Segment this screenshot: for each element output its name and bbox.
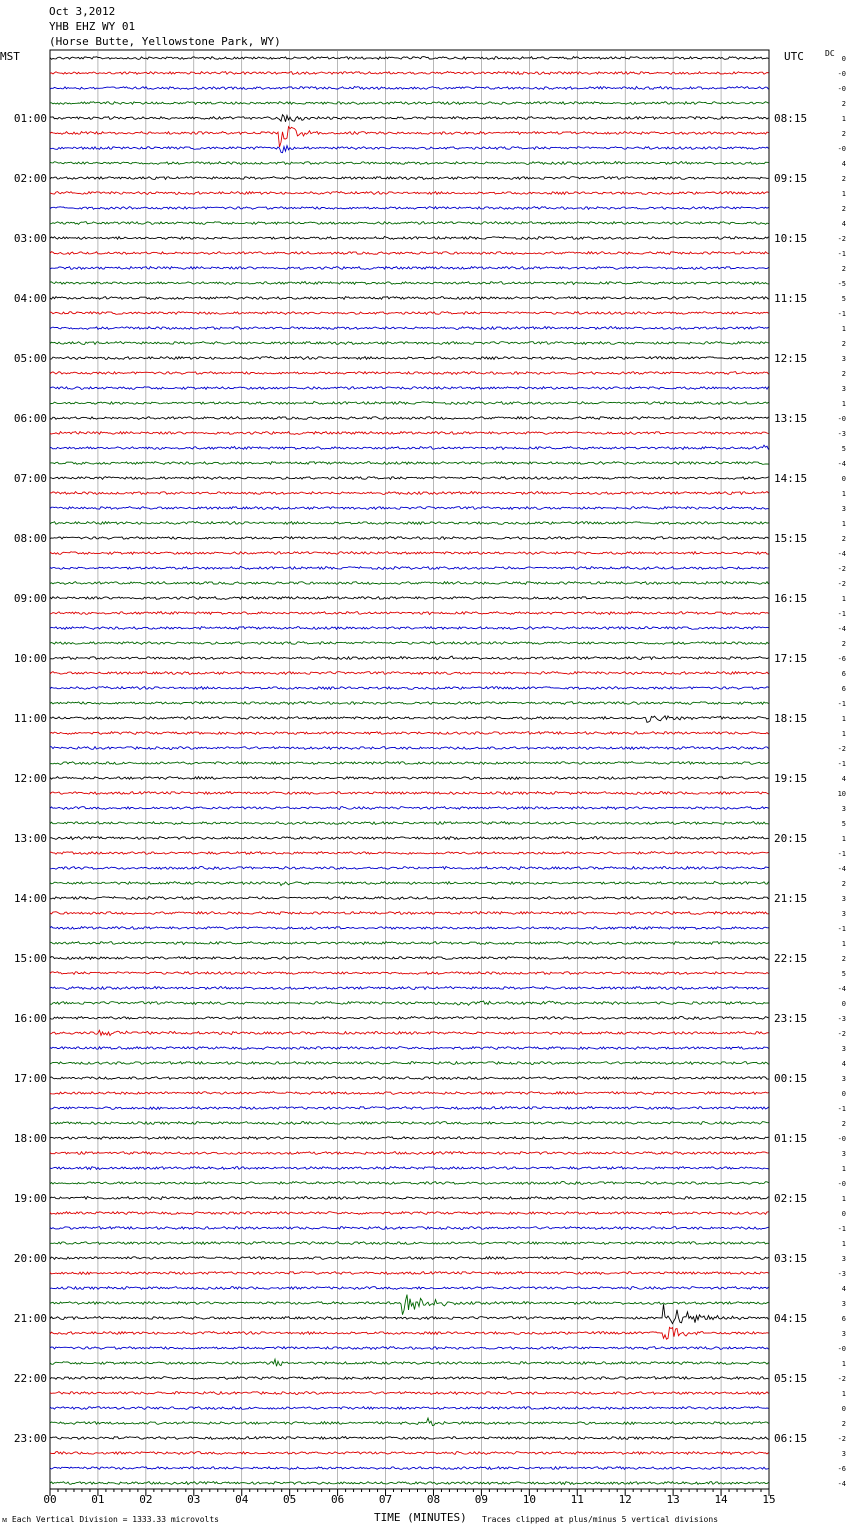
trace-row: [50, 177, 769, 180]
trace-row: [50, 837, 769, 840]
trace-row: [50, 1327, 769, 1339]
left-hour-label: 14:00: [13, 892, 47, 905]
dc-offset-label: 1: [841, 715, 846, 723]
trace-row: [50, 462, 769, 465]
dc-offset-label: -1: [837, 1105, 846, 1113]
trace-row: [50, 732, 769, 735]
trace-row: [50, 687, 769, 690]
right-hour-label: 03:15: [774, 1252, 808, 1265]
trace-row: [50, 582, 769, 585]
left-hour-label: 03:00: [13, 232, 47, 245]
dc-offset-label: 0: [841, 1000, 846, 1008]
x-tick-label: 05: [283, 1493, 297, 1506]
trace-row: [50, 1257, 769, 1260]
dc-offset-label: 6: [841, 670, 846, 678]
right-hour-label: 13:15: [774, 412, 808, 425]
dc-offset-label: 3: [841, 355, 846, 363]
x-tick-label: 02: [139, 1493, 153, 1506]
dc-offset-label: 3: [841, 385, 846, 393]
x-axis-title: TIME (MINUTES): [374, 1511, 467, 1524]
dc-offset-label: 2: [841, 1420, 846, 1428]
x-tick-label: 12: [618, 1493, 632, 1506]
dc-offset-label: 2: [841, 1120, 846, 1128]
trace-row: [50, 1122, 769, 1125]
dc-offset-label: -4: [837, 460, 846, 468]
left-hour-label: 23:00: [13, 1432, 47, 1445]
x-tick-label: 14: [714, 1493, 728, 1506]
clip-note: Traces clipped at plus/minus 5 vertical divisions: [482, 1515, 719, 1524]
x-tick-label: 13: [666, 1493, 680, 1506]
dc-offset-label: -2: [837, 1375, 846, 1383]
left-hour-label: 17:00: [13, 1072, 47, 1085]
trace-row: [50, 1107, 769, 1110]
scale-note-mark: ᴍ: [2, 1515, 12, 1524]
dc-offset-label: 4: [841, 775, 846, 783]
dc-offset-label: 3: [841, 1045, 846, 1053]
left-hour-label: 08:00: [13, 532, 47, 545]
dc-offset-label: 1: [841, 595, 846, 603]
dc-offset-label: 1: [841, 730, 846, 738]
trace-row: [50, 597, 769, 600]
dc-offset-label: 2: [841, 205, 846, 213]
trace-row: [50, 237, 769, 240]
trace-row: [50, 792, 769, 795]
x-tick-label: 04: [235, 1493, 249, 1506]
trace-row: [50, 1295, 769, 1315]
dc-offset-label: 4: [841, 1060, 846, 1068]
dc-offset-label: -4: [837, 1480, 846, 1488]
dc-offset-label: 5: [841, 445, 846, 453]
dc-offset-label: -1: [837, 850, 846, 858]
left-hour-label: 02:00: [13, 172, 47, 185]
dc-offset-label: 1: [841, 835, 846, 843]
right-hour-label: 01:15: [774, 1132, 808, 1145]
dc-offset-label: -4: [837, 985, 846, 993]
trace-row: [50, 1182, 769, 1185]
left-hour-label: 05:00: [13, 352, 47, 365]
x-tick-label: 08: [426, 1493, 441, 1506]
trace-row: [50, 492, 769, 495]
trace-row: [50, 567, 769, 570]
trace-row: [50, 1467, 769, 1470]
trace-row: [50, 1062, 769, 1065]
trace-row: [50, 1167, 769, 1170]
dc-offset-label: 3: [841, 1150, 846, 1158]
dc-offset-label: 3: [841, 1255, 846, 1263]
trace-row: [50, 762, 769, 765]
trace-row: [50, 445, 769, 449]
dc-offset-label: 2: [841, 265, 846, 273]
dc-offset-label: 2: [841, 370, 846, 378]
trace-row: [50, 716, 769, 723]
dc-offset-label: -2: [837, 580, 846, 588]
dc-offset-label: 2: [841, 640, 846, 648]
dc-offset-label: 3: [841, 1075, 846, 1083]
dc-offset-label: 1: [841, 1390, 846, 1398]
trace-row: [50, 1227, 769, 1230]
right-hour-label: 15:15: [774, 532, 808, 545]
right-hour-label: 06:15: [774, 1432, 808, 1445]
scale-note-text: Each Vertical Division = 1333.33 microvolts: [11, 1515, 219, 1524]
trace-row: [50, 1077, 769, 1080]
left-hour-label: 19:00: [13, 1192, 47, 1205]
right-hour-label: 22:15: [774, 952, 808, 965]
right-hour-label: 21:15: [774, 892, 808, 905]
left-hour-label: 09:00: [13, 592, 47, 605]
dc-offset-label: -0: [837, 70, 846, 78]
trace-row: [50, 822, 769, 825]
dc-offset-label: -4: [837, 625, 846, 633]
dc-offset-label: 3: [841, 805, 846, 813]
trace-row: [50, 552, 769, 555]
dc-offset-label: -6: [837, 655, 846, 663]
trace-row: [50, 912, 769, 915]
dc-offset-label: -2: [837, 235, 846, 243]
right-hour-label: 08:15: [774, 112, 808, 125]
trace-row: [50, 972, 769, 975]
trace-row: [50, 387, 769, 390]
trace-row: [50, 1017, 769, 1020]
dc-offset-label: 3: [841, 895, 846, 903]
trace-row: [50, 127, 769, 147]
trace-row: [50, 72, 769, 75]
trace-row: [50, 672, 769, 675]
trace-row: [50, 162, 769, 165]
dc-offset-label: 1: [841, 1240, 846, 1248]
dc-offset-label: 1: [841, 190, 846, 198]
right-hour-label: 23:15: [774, 1012, 808, 1025]
x-tick-label: 09: [474, 1493, 489, 1506]
trace-row: [50, 87, 769, 90]
dc-offset-label: -0: [837, 1135, 846, 1143]
station-code: YHB EHZ WY 01: [49, 20, 136, 33]
trace-row: [50, 1482, 769, 1485]
dc-offset-label: -1: [837, 925, 846, 933]
dc-offset-label: 4: [841, 220, 846, 228]
left-hour-label: 10:00: [13, 652, 47, 665]
dc-offset-label: -0: [837, 1345, 846, 1353]
dc-offset-label: -1: [837, 760, 846, 768]
left-hour-label: 15:00: [13, 952, 47, 965]
trace-row: [50, 1407, 769, 1410]
trace-row: [50, 656, 769, 660]
trace-row: [50, 327, 769, 330]
left-hour-label: 18:00: [13, 1132, 47, 1145]
trace-row: [50, 1047, 769, 1050]
trace-row: [50, 402, 769, 405]
dc-offset-label: -2: [837, 565, 846, 573]
dc-offset-label: -1: [837, 250, 846, 258]
left-hour-label: 07:00: [13, 472, 47, 485]
x-tick-label: 01: [91, 1493, 105, 1506]
dc-offset-label: -0: [837, 415, 846, 423]
trace-row: [50, 282, 769, 285]
x-tick-label: 00: [43, 1493, 57, 1506]
trace-row: [50, 57, 769, 60]
trace-row: [50, 927, 769, 930]
dc-offset-label: 3: [841, 910, 846, 918]
left-hour-label: 11:00: [13, 712, 47, 725]
dc-offset-label: -3: [837, 430, 846, 438]
left-hour-label: 20:00: [13, 1252, 47, 1265]
left-hour-label: 21:00: [13, 1312, 47, 1325]
station-location: (Horse Butte, Yellowstone Park, WY): [49, 35, 281, 48]
x-tick-label: 03: [187, 1493, 201, 1506]
right-hour-label: 17:15: [774, 652, 808, 665]
dc-offset-label: 1: [841, 1195, 846, 1203]
right-hour-label: 20:15: [774, 832, 808, 845]
dc-offset-label: 2: [841, 130, 846, 138]
trace-row: [50, 1001, 769, 1005]
trace-row: [50, 1287, 769, 1290]
trace-row: [50, 1347, 769, 1350]
dc-offset-label: 0: [841, 1405, 846, 1413]
trace-row: [50, 357, 769, 360]
right-timezone-label: UTC: [784, 50, 804, 63]
x-tick-label: 15: [762, 1493, 776, 1506]
trace-row: [50, 777, 769, 780]
dc-offset-label: 3: [841, 1300, 846, 1308]
trace-row: [50, 1359, 769, 1366]
right-hour-label: 11:15: [774, 292, 808, 305]
trace-row: [50, 1377, 769, 1380]
trace-row: [50, 867, 769, 870]
dc-offset-label: -1: [837, 610, 846, 618]
dc-offset-label: 4: [841, 160, 846, 168]
dc-offset-label: -3: [837, 1015, 846, 1023]
trace-row: [50, 192, 769, 195]
trace-row: [50, 477, 769, 480]
dc-offset-label: -2: [837, 745, 846, 753]
trace-row: [50, 1152, 769, 1155]
left-hour-label: 16:00: [13, 1012, 47, 1025]
dc-offset-label: 2: [841, 340, 846, 348]
right-hour-label: 02:15: [774, 1192, 808, 1205]
trace-row: [50, 612, 769, 615]
trace-row: [50, 1030, 769, 1035]
trace-row: [50, 207, 769, 210]
trace-row: [50, 807, 769, 810]
dc-offset-label: 3: [841, 1450, 846, 1458]
trace-row: [50, 372, 769, 375]
dc-offset-label: -0: [837, 85, 846, 93]
x-tick-label: 07: [378, 1493, 393, 1506]
dc-offset-label: 6: [841, 685, 846, 693]
x-tick-label: 06: [330, 1493, 345, 1506]
right-hour-label: 16:15: [774, 592, 808, 605]
trace-row: [50, 252, 769, 255]
plot-date: Oct 3,2012: [49, 5, 116, 18]
dc-offset-label: -2: [837, 1435, 846, 1443]
right-hour-label: 04:15: [774, 1312, 808, 1325]
dc-offset-label: 1: [841, 1360, 846, 1368]
trace-row: [50, 522, 769, 525]
right-hour-label: 00:15: [774, 1072, 808, 1085]
trace-row: [50, 507, 769, 510]
dc-offset-label: 2: [841, 100, 846, 108]
dc-offset-label: 5: [841, 970, 846, 978]
dc-offset-label: -6: [837, 1465, 846, 1473]
dc-offset-label: 1: [841, 400, 846, 408]
trace-row: [50, 882, 769, 886]
dc-offset-label: 1: [841, 1165, 846, 1173]
trace-row: [50, 222, 769, 225]
left-hour-label: 22:00: [13, 1372, 47, 1385]
left-hour-label: 01:00: [13, 112, 47, 125]
dc-offset-label: 2: [841, 955, 846, 963]
trace-row: [50, 1197, 769, 1200]
dc-offset-label: -1: [837, 1225, 846, 1233]
dc-offset-label: -0: [837, 145, 846, 153]
dc-offset-label: 10: [837, 790, 846, 798]
trace-rows: [50, 57, 769, 1485]
dc-offset-label: 2: [841, 880, 846, 888]
left-timezone-label: MST: [0, 50, 20, 63]
dc-offset-label: 5: [841, 820, 846, 828]
trace-row: [50, 957, 769, 960]
trace-row: [50, 432, 769, 435]
dc-label: DC: [825, 49, 835, 58]
trace-row: [50, 702, 769, 705]
trace-row: [50, 852, 769, 855]
right-hour-label: 10:15: [774, 232, 808, 245]
dc-offset-label: 0: [841, 55, 846, 63]
trace-row: [50, 1418, 769, 1426]
dc-offset-label: 2: [841, 175, 846, 183]
left-hour-label: 12:00: [13, 772, 47, 785]
right-hour-label: 14:15: [774, 472, 808, 485]
trace-row: [50, 342, 769, 345]
dc-offset-label: 1: [841, 520, 846, 528]
trace-row: [50, 417, 769, 420]
dc-offset-label: -0: [837, 1180, 846, 1188]
dc-offset-label: 0: [841, 1210, 846, 1218]
trace-row: [50, 942, 769, 945]
dc-offset-label: -3: [837, 1270, 846, 1278]
dc-offset-label: 1: [841, 940, 846, 948]
trace-row: [50, 537, 769, 540]
trace-row: [50, 102, 769, 105]
scale-note: [2, 1515, 219, 1524]
dc-offset-label: 1: [841, 325, 846, 333]
trace-row: [50, 267, 769, 270]
trace-row: [50, 897, 769, 900]
trace-row: [50, 747, 769, 750]
right-hour-label: 18:15: [774, 712, 808, 725]
dc-offset-label: 3: [841, 1330, 846, 1338]
trace-row: [50, 146, 769, 153]
dc-offset-label: 4: [841, 1285, 846, 1293]
trace-row: [50, 1092, 769, 1095]
dc-offset-label: 6: [841, 1315, 846, 1323]
trace-row: [50, 627, 769, 630]
dc-offset-label: 2: [841, 535, 846, 543]
dc-offset-label: -4: [837, 550, 846, 558]
trace-row: [50, 312, 769, 315]
right-hour-label: 12:15: [774, 352, 808, 365]
dc-offset-label: -5: [837, 280, 846, 288]
dc-offset-label: 0: [841, 475, 846, 483]
right-hour-label: 05:15: [774, 1372, 808, 1385]
dc-offset-label: 0: [841, 1090, 846, 1098]
trace-row: [50, 642, 769, 645]
trace-row: [50, 987, 769, 990]
trace-row: [50, 297, 769, 300]
x-tick-label: 11: [570, 1493, 584, 1506]
trace-row: [50, 1272, 769, 1275]
dc-offset-label: 1: [841, 115, 846, 123]
dc-offset-label: -1: [837, 700, 846, 708]
trace-row: [50, 1212, 769, 1215]
trace-row: [50, 1392, 769, 1395]
x-tick-label: 10: [522, 1493, 536, 1506]
dc-offset-label: -2: [837, 1030, 846, 1038]
right-hour-label: 19:15: [774, 772, 808, 785]
dc-offset-label: 1: [841, 490, 846, 498]
trace-row: [50, 1242, 769, 1245]
right-hour-label: 09:15: [774, 172, 808, 185]
trace-row: [50, 1452, 769, 1455]
trace-row: [50, 1437, 769, 1440]
trace-row: [50, 115, 769, 122]
left-hour-label: 13:00: [13, 832, 47, 845]
left-hour-label: 04:00: [13, 292, 47, 305]
dc-offset-label: 3: [841, 505, 846, 513]
dc-offset-label: -4: [837, 865, 846, 873]
dc-offset-label: 5: [841, 295, 846, 303]
left-hour-label: 06:00: [13, 412, 47, 425]
dc-offset-label: -1: [837, 310, 846, 318]
trace-row: [50, 1137, 769, 1140]
